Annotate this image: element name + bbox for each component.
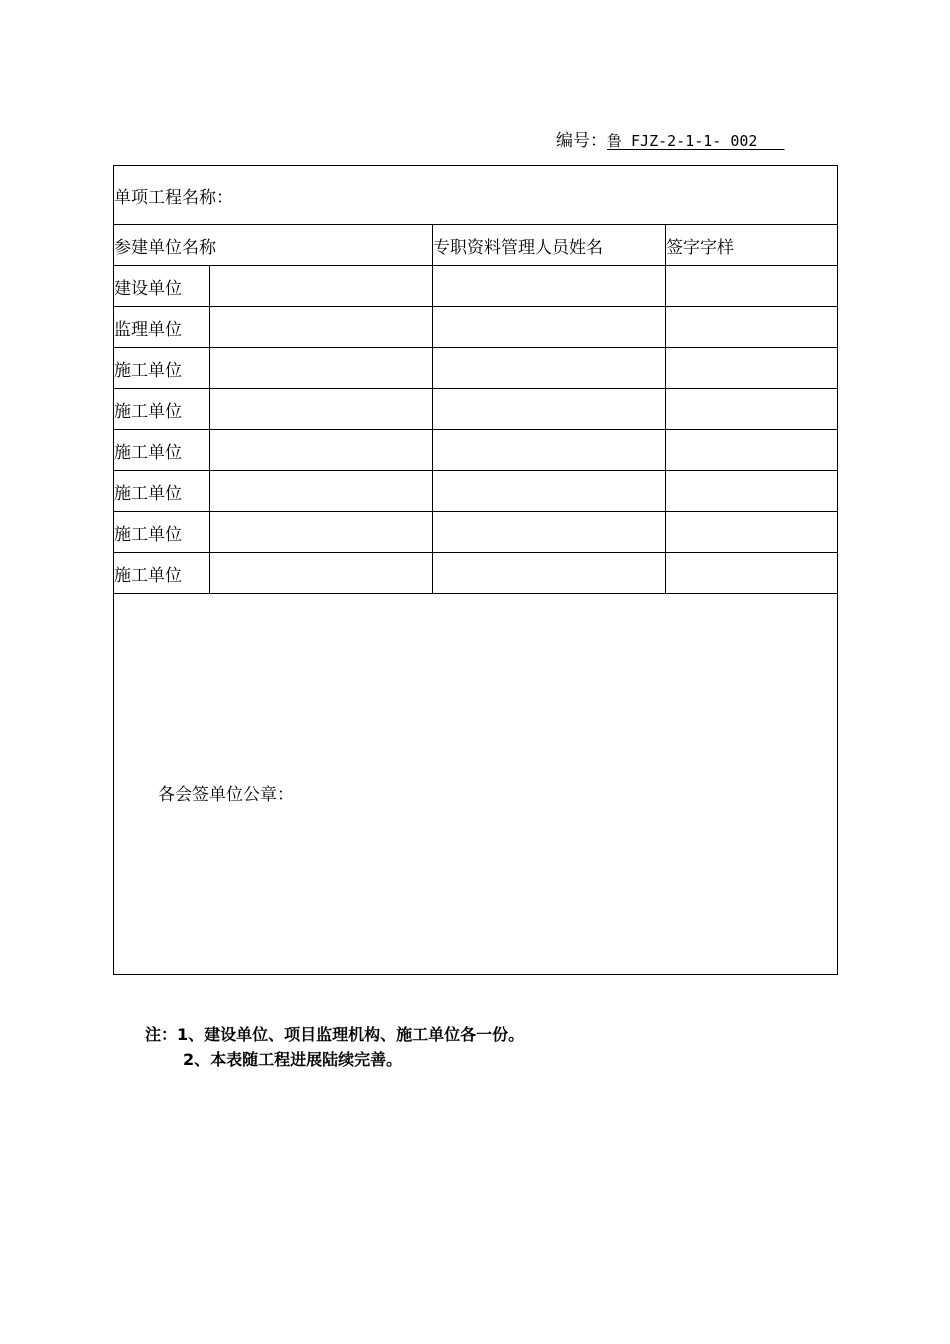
unit-type-cell: 施工单位 [114, 512, 210, 553]
signature-cell[interactable] [666, 307, 838, 348]
table-row [114, 348, 838, 389]
unit-name-cell[interactable] [210, 553, 433, 594]
signature-cell[interactable] [666, 471, 838, 512]
notes-section [145, 1022, 524, 1072]
seal-label: 各会签单位公章： [158, 784, 294, 805]
table-row [114, 430, 838, 471]
document-number-value: 鲁 FJZ-2-1-1- 002 [607, 132, 785, 150]
note-line-2: 2、本表随工程进展陆续完善。 [183, 1050, 403, 1069]
table-row [114, 266, 838, 307]
signature-cell[interactable] [666, 389, 838, 430]
staff-name-cell[interactable] [433, 348, 666, 389]
table-row [114, 553, 838, 594]
document-number [556, 126, 785, 151]
signature-cell[interactable] [666, 348, 838, 389]
unit-type-cell: 施工单位 [114, 389, 210, 430]
column-header-signature-sample: 签字字样 [666, 225, 838, 266]
table-row [114, 471, 838, 512]
unit-type-cell: 监理单位 [114, 307, 210, 348]
unit-type-cell: 施工单位 [114, 471, 210, 512]
staff-name-cell[interactable] [433, 471, 666, 512]
staff-name-cell[interactable] [433, 389, 666, 430]
unit-name-cell[interactable] [210, 430, 433, 471]
seal-row [114, 594, 838, 975]
table-row [114, 389, 838, 430]
unit-type-cell: 建设单位 [114, 266, 210, 307]
column-header-staff-name: 专职资料管理人员姓名 [433, 225, 666, 266]
table-row [114, 512, 838, 553]
registration-form-table [113, 165, 838, 975]
unit-type-cell: 施工单位 [114, 553, 210, 594]
unit-name-cell[interactable] [210, 266, 433, 307]
unit-name-cell[interactable] [210, 512, 433, 553]
signature-cell[interactable] [666, 512, 838, 553]
unit-name-cell[interactable] [210, 307, 433, 348]
column-header-participant-unit: 参建单位名称 [114, 225, 433, 266]
staff-name-cell[interactable] [433, 512, 666, 553]
signature-cell[interactable] [666, 553, 838, 594]
table-header-row [114, 225, 838, 266]
unit-name-cell[interactable] [210, 471, 433, 512]
staff-name-cell[interactable] [433, 266, 666, 307]
unit-name-cell[interactable] [210, 348, 433, 389]
project-name-label: 单项工程名称： [114, 187, 233, 208]
staff-name-cell[interactable] [433, 307, 666, 348]
unit-type-cell: 施工单位 [114, 348, 210, 389]
signature-cell[interactable] [666, 430, 838, 471]
unit-name-cell[interactable] [210, 389, 433, 430]
project-name-field[interactable] [114, 166, 838, 225]
table-row [114, 307, 838, 348]
document-number-label: 编号： [556, 131, 607, 151]
signature-cell[interactable] [666, 266, 838, 307]
seal-area[interactable] [114, 594, 838, 975]
project-name-row [114, 166, 838, 225]
staff-name-cell[interactable] [433, 430, 666, 471]
staff-name-cell[interactable] [433, 553, 666, 594]
note-line-1: 注：1、建设单位、项目监理机构、施工单位各一份。 [145, 1025, 525, 1044]
unit-type-cell: 施工单位 [114, 430, 210, 471]
